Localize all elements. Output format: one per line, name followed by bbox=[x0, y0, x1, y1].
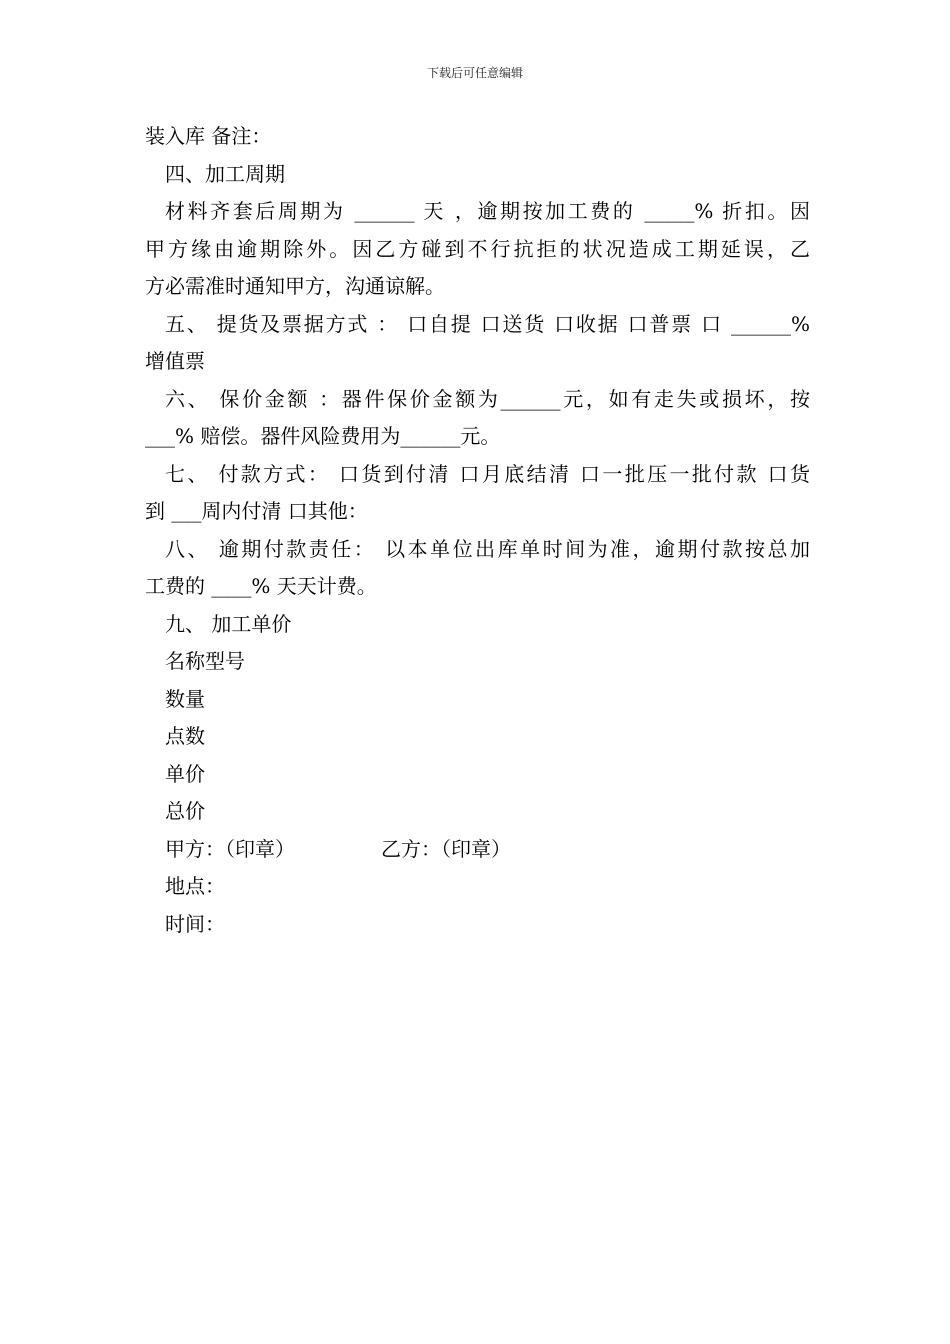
text-line: 到 ___周内付清 口其他： bbox=[145, 499, 368, 523]
item-total-price: 总价 bbox=[165, 799, 205, 823]
signature-line bbox=[145, 831, 810, 869]
section-heading-6: 六、 保价金额 ：器件保价金额为______元，如有走失或损坏，按 bbox=[165, 386, 810, 411]
section-heading-5: 五、 提货及票据方式 ： 口自提 口送货 口收据 口普票 口 ______% bbox=[165, 311, 810, 336]
item-name-model: 名称型号 bbox=[165, 649, 245, 673]
section-heading-9: 九、 加工单价 bbox=[165, 611, 292, 636]
section-heading-4: 四、加工周期 bbox=[165, 161, 285, 186]
time-label: 时间： bbox=[165, 911, 225, 936]
text-line: 工费的 ____% 天天计费。 bbox=[145, 574, 377, 598]
party-b-seal: 乙方：（印章） bbox=[381, 836, 511, 861]
place-label: 地点： bbox=[165, 874, 225, 898]
text-line: 甲方缘由逾期除外。因乙方碰到不行抗拒的状况造成工期延误，乙 bbox=[145, 236, 810, 261]
text-line: ___% 赔偿。器件风险费用为______元。 bbox=[145, 424, 501, 448]
page-header: 下载后可任意编辑 bbox=[426, 66, 523, 80]
text-line: 装入库 备注： bbox=[145, 124, 272, 148]
item-unit-price: 单价 bbox=[165, 761, 205, 786]
party-a-seal: 甲方：（印章） bbox=[165, 836, 295, 861]
text-line: 增值票 bbox=[145, 349, 205, 373]
item-quantity: 数量 bbox=[165, 686, 205, 711]
document-body bbox=[145, 118, 810, 943]
text-line: 方必需准时通知甲方，沟通谅解。 bbox=[145, 274, 445, 298]
section-heading-8: 八、 逾期付款责任： 以本单位出库单时间为准，逾期付款按总加 bbox=[165, 536, 810, 561]
item-points: 点数 bbox=[165, 724, 205, 748]
text-line: 材料齐套后周期为 ______ 天 ，逾期按加工费的 _____% 折扣。因 bbox=[165, 199, 810, 223]
section-heading-7: 七、 付款方式： 口货到付清 口月底结清 口一批压一批付款 口货 bbox=[165, 461, 810, 486]
